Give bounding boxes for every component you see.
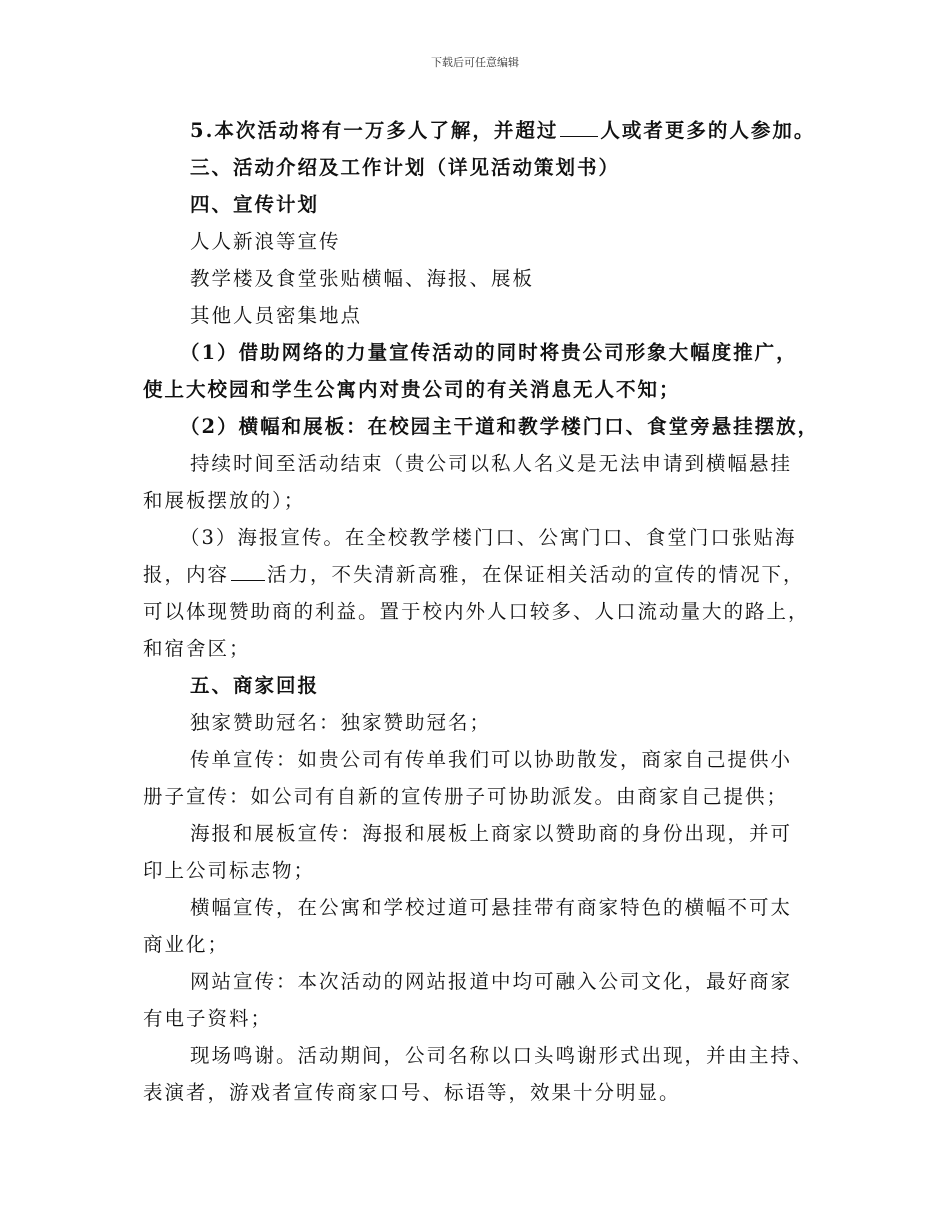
document-body — [143, 112, 823, 1111]
paragraph-line: 册子宣传：如公司有自新的宣传册子可协助派发。由商家自己提供； — [143, 785, 789, 808]
fill-in-blank — [560, 118, 598, 137]
section-heading: 五、商家回报 — [190, 674, 320, 697]
paragraph-line: 可以体现赞助商的利益。置于校内外人口较多、人口流动量大的路上， — [143, 600, 810, 623]
paragraph-line: 现场鸣谢。活动期间，公司名称以口头鸣谢形式出现，并由主持、 — [190, 1044, 814, 1067]
fill-in-blank — [231, 562, 265, 581]
page-header: 下载后可任意编辑 — [431, 56, 519, 69]
paragraph-line: 印上公司标志物； — [143, 859, 316, 882]
paragraph-line: 使上大校园和学生公寓内对贵公司的有关消息无人不知； — [143, 378, 681, 401]
paragraph-line: 网站宣传：本次活动的网站报道中均可融入公司文化，最好商家 — [190, 970, 793, 993]
text-segment: 5.本次活动将有一万多人了解，并超过 — [190, 119, 559, 142]
paragraph-line: 海报和展板宣传：海报和展板上商家以赞助商的身份出现，并可 — [190, 822, 793, 845]
paragraph-line: 横幅宣传，在公寓和学校过道可悬挂带有商家特色的横幅不可太 — [190, 896, 793, 919]
text-segment: 活力，不失清新高雅，在保证相关活动的宣传的情况下， — [267, 563, 805, 586]
paragraph-line: 教学楼及食堂张贴横幅、海报、展板 — [190, 267, 535, 290]
paragraph-line — [143, 556, 823, 593]
paragraph-line: 传单宣传：如贵公司有传单我们可以协助散发，商家自己提供小 — [190, 748, 793, 771]
paragraph-line: 其他人员密集地点 — [190, 304, 363, 327]
section-heading: 四、宣传计划 — [190, 193, 320, 216]
paragraph-line: 独家赞助冠名：独家赞助冠名； — [190, 711, 492, 734]
text-segment: 报，内容 — [143, 563, 230, 586]
paragraph-line: （1）借助网络的力量宣传活动的同时将贵公司形象大幅度推广， — [180, 341, 798, 364]
paragraph-line: 商业化； — [143, 933, 230, 956]
paragraph-line: 表演者，游戏者宣传商家口号、标语等，效果十分明显。 — [143, 1081, 681, 1104]
paragraph-line — [143, 112, 823, 149]
section-heading: 三、活动介绍及工作计划（详见活动策划书） — [190, 156, 621, 179]
paragraph-line: 有电子资料； — [143, 1007, 273, 1030]
paragraph-line: 和展板摆放的）； — [143, 489, 306, 512]
paragraph-line: 持续时间至活动结束（贵公司以私人名义是无法申请到横幅悬挂 — [190, 452, 793, 475]
paragraph-line: （3）海报宣传。在全校教学楼门口、公寓门口、食堂门口张贴海 — [180, 526, 797, 549]
text-segment: 人或者更多的人参加。 — [600, 119, 816, 142]
paragraph-line: 人人新浪等宣传 — [190, 230, 341, 253]
paragraph-line: （2）横幅和展板：在校园主干道和教学楼门口、食堂旁悬挂摆放， — [180, 415, 820, 438]
paragraph-line: 和宿舍区； — [143, 637, 251, 660]
